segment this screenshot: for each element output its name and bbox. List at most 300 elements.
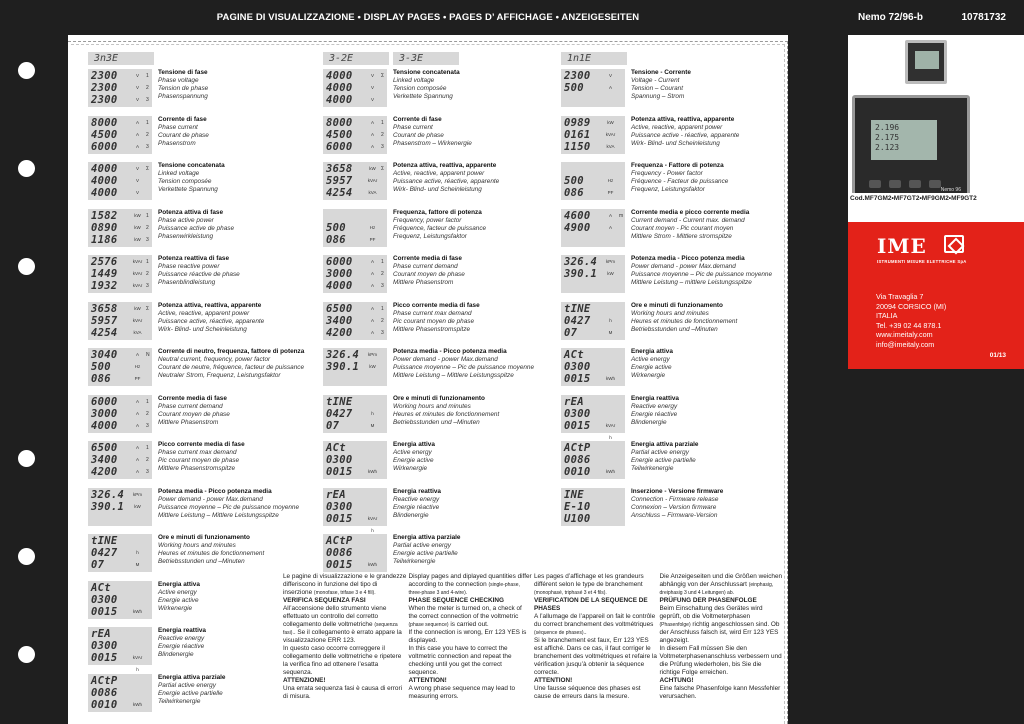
display-unit xyxy=(367,373,378,385)
description-title: Corrente media di fase xyxy=(158,394,227,402)
meter-display xyxy=(561,302,625,340)
page-description xyxy=(393,162,548,200)
display-unit: V xyxy=(135,166,139,171)
binder-hole xyxy=(18,450,35,467)
display-digits: ACt xyxy=(564,349,584,361)
description-translation: Phasenstrom xyxy=(158,139,196,147)
device-button xyxy=(909,180,921,188)
display-unit xyxy=(367,501,378,513)
phase-indicator: 3 xyxy=(146,422,149,429)
display-digits: 500 xyxy=(564,82,584,94)
display-unit: kVA xyxy=(606,143,615,149)
display-digits: 500 xyxy=(91,361,111,373)
description-translation: Mittlere Phasenstromspitze xyxy=(158,465,236,473)
description-translation: Power demand - power Max.demand xyxy=(631,263,736,271)
note-text: Una errata sequenza fasi è causa di errori di misura. xyxy=(283,685,403,700)
display-unit xyxy=(367,489,378,501)
display-unit: kW xyxy=(607,119,614,125)
note-text: In questo caso occorre correggere il collegamento delle voltmetriche e ripetere la verifica fino ad ottenere l’esatta sequenza. xyxy=(283,645,402,676)
description-translation: Puissance moyenne – Pic de puissance moyenne xyxy=(158,503,300,511)
display-page-row xyxy=(88,162,313,200)
display-unit xyxy=(605,454,616,466)
phase-indicator: 1 xyxy=(146,445,149,451)
page-description xyxy=(393,116,548,154)
meter-display xyxy=(88,581,152,619)
description-translation: Tension de phase xyxy=(158,85,209,93)
description-translation: Active, reactive, apparent power xyxy=(631,123,723,131)
description-translation: Courant de phase xyxy=(393,131,444,139)
display-unit: V xyxy=(135,73,139,78)
display-unit: PF xyxy=(369,236,376,242)
display-unit xyxy=(605,280,616,292)
description-translation: Energie active partielle xyxy=(158,689,223,697)
display-unit xyxy=(605,349,616,361)
description-translation: Anschluss – Firmware-Version xyxy=(631,511,718,519)
binder-hole xyxy=(18,258,35,275)
note-text: In diesem Fall müssen Sie den Voltmeterphasenanschluss verbessern und die Prüfung wiederholen, bis Sie die richtige Folge erreichen. xyxy=(659,645,782,676)
display-digits: 0015 xyxy=(91,605,118,618)
display-unit: kWh xyxy=(133,701,142,707)
page-description xyxy=(393,488,548,526)
display-digits: rEA xyxy=(326,488,346,501)
note-text: If the connection is wrong, Err 123 YES is displayed. xyxy=(408,629,527,644)
phase-indicator: 3 xyxy=(146,97,149,103)
display-unit: kW xyxy=(369,166,376,171)
description-translation: Partial active energy xyxy=(158,681,216,689)
display-page-row xyxy=(323,209,548,247)
display-unit: kVAr xyxy=(132,283,143,288)
description-translation: Frequenz, Leistungsfaktor xyxy=(393,232,467,240)
display-unit xyxy=(132,582,143,594)
description-title: Energia reattiva xyxy=(631,394,679,402)
page-description xyxy=(393,209,548,247)
note-german xyxy=(660,573,784,701)
description-translation: Mittlere Leistung – Mittlere Leistungsspitze xyxy=(393,372,514,380)
description-translation: Teilwirkenergie xyxy=(393,558,436,566)
display-unit: A xyxy=(135,398,139,404)
display-unit: PF xyxy=(607,190,614,195)
meter-display xyxy=(88,534,152,572)
display-page-row xyxy=(323,302,548,340)
description-translation: Mittlere Leistung – mittlere Leistungsspitze xyxy=(631,279,752,287)
display-digits: 1186 xyxy=(91,233,118,246)
column-header-3n3e: 3n3E xyxy=(88,52,154,65)
display-digits: 326.4 xyxy=(564,256,598,268)
description-translation: Phase current demand xyxy=(393,263,458,271)
note-text: (séquence de phases). xyxy=(534,630,585,636)
description-translation: Fréquence, facteur de puissance xyxy=(393,224,487,232)
display-page-row xyxy=(88,348,313,386)
device-image-large xyxy=(852,95,970,201)
description-title: Ore e minuti di funzionamento xyxy=(393,394,485,402)
display-unit xyxy=(605,303,616,315)
display-digits: rEA xyxy=(564,395,584,408)
phase-indicator: 3 xyxy=(146,143,149,150)
description-translation: Connection - Firmware release xyxy=(631,495,719,503)
display-digits: ACt xyxy=(326,442,346,454)
description-translation: Mittlere Phasenstrom xyxy=(158,418,219,426)
device-label: Nemo 96 xyxy=(940,187,961,193)
note-italian: Le pagine di visualizzazione e le grandezze differiscono in funzione del tipo di inserzione (monofase, trifase 3 e 4 fili). VERIFICA SEQUENZA FASI All’accensione dello strumento viene effettuato un controllo del corretto collegamento delle voltmetriche (sequenza fasi).. Se il collegamento è errato appare la visualizzazione ERR 123. In questo caso occorre correggere il collegamento delle voltmetriche e ripetere la verifica fino ad ottenere l’esatta sequenza. ATTENZIONE! Una errata sequenza fasi è causa di errori di misura. xyxy=(283,573,407,700)
description-translation: Phase voltage xyxy=(158,77,199,85)
display-digits: 0300 xyxy=(564,361,591,373)
description-title: Potenza reattiva di fase xyxy=(158,255,230,262)
description-translation: Power demand - power Max.demand xyxy=(393,356,498,364)
display-page-row xyxy=(561,488,786,526)
display-unit: kVAr xyxy=(132,259,143,264)
phase-indicator: 2 xyxy=(146,224,149,231)
description-translation: Wirkenergie xyxy=(393,465,428,473)
description-translation: Active, reactive, apparent power xyxy=(393,170,485,178)
phase-indicator: 1 xyxy=(381,119,384,126)
display-digits: 3000 xyxy=(91,407,118,420)
display-unit: A xyxy=(135,457,139,462)
display-unit xyxy=(132,675,143,687)
page-description xyxy=(631,488,786,526)
display-digits: 3400 xyxy=(326,314,353,327)
display-unit: kW xyxy=(134,236,141,242)
meter-display xyxy=(561,162,625,200)
page-description xyxy=(158,302,313,340)
address-email[interactable]: info@imeitaly.com xyxy=(876,339,935,349)
display-unit xyxy=(132,687,143,699)
display-digits: 4500 xyxy=(91,128,118,141)
page-header: PAGINE DI VISUALIZZAZIONE • DISPLAY PAGES • PAGES D’ AFFICHAGE • ANZEIGESEITEN xyxy=(68,0,788,35)
note-text: richtig angeschlossen sind. Ob der Anschluss falsch ist, wird Err 123 YES angezeigt. xyxy=(659,621,780,644)
page-description xyxy=(393,395,548,433)
meter-display xyxy=(88,116,152,154)
display-digits: 07 xyxy=(564,326,578,339)
meter-display xyxy=(561,69,625,107)
display-digits: 0300 xyxy=(91,593,118,606)
display-digits: U100 xyxy=(564,512,591,525)
address-phone: Tel. +39 02 44 878.1 xyxy=(876,320,942,330)
description-title: Corrente media di fase xyxy=(393,255,462,262)
display-unit: M xyxy=(608,329,613,335)
note-french: Les pages d’affichage et les grandeurs différent selon le type de branchement (monophasé, triphasé 3 et 4 fils). VERIFICATION DE LA SEQUENCE DE PHASES A l’allumage de l’appareil on fait le contrôle du correct branchement des voltmétriques (séquence de phases).. Si le branchement est faux, Err 123 YES est affiché. Dans ce cas, il faut corriger le branchement des voltmétriques et refaire la vérification jusqu’à obtenir la séquence correcte. ATTENTION! Une fausse séquence des phases est cause de erreurs dans la mesure. xyxy=(534,573,657,700)
display-unit: kWh xyxy=(368,562,377,567)
description-translation: Heures et minutes de fonctionnement xyxy=(393,410,500,418)
description-translation: Active energy xyxy=(158,588,197,596)
display-digits: 4000 xyxy=(91,163,118,175)
page-description xyxy=(158,69,313,107)
description-translation: Power demand - power Max.demand xyxy=(158,495,263,503)
display-unit: V xyxy=(370,73,374,78)
display-digits: tINE xyxy=(91,535,118,547)
description-translation: Courant moyen de phase xyxy=(393,271,465,279)
display-digits: 326.4 xyxy=(91,488,125,501)
display-digits: 4000 xyxy=(326,280,353,292)
column-header-3-2e: 3-2E xyxy=(323,52,389,65)
page-description xyxy=(158,488,313,526)
display-page-row xyxy=(561,255,786,293)
display-digits: ACt xyxy=(91,581,111,594)
column-header-3-3e: 3-3E xyxy=(393,52,459,65)
display-unit: h xyxy=(609,317,612,323)
description-title: Potenza attiva, reattiva, apparente xyxy=(393,162,497,169)
description-translation: Linked voltage xyxy=(158,170,200,178)
display-unit: kPm xyxy=(606,259,615,264)
display-unit xyxy=(367,210,378,222)
display-digits: 500 xyxy=(326,221,346,234)
meter-display xyxy=(561,488,625,526)
description-translation: Teilwirkenergie xyxy=(631,465,674,473)
meter-display xyxy=(561,116,625,154)
display-digits: 5957 xyxy=(326,175,353,187)
display-unit: V xyxy=(135,190,139,195)
display-digits: 2300 xyxy=(564,70,591,82)
note-text: (einphasig, dreiphasig 3 und 4 Leitungen) ab. xyxy=(659,582,774,596)
description-translation: Energie réactive xyxy=(393,503,440,511)
note-text: Se il collegamento è errato appare la visualizzazione ERR 123. xyxy=(283,629,402,644)
address-website[interactable]: www.imeitaly.com xyxy=(876,330,933,339)
phase-indicator: 3 xyxy=(381,329,384,336)
display-unit xyxy=(605,501,616,513)
description-title: Corrente di fase xyxy=(158,115,207,123)
display-unit: A xyxy=(608,224,612,230)
display-digits: 1449 xyxy=(91,268,118,280)
description-title: Energia attiva xyxy=(393,441,435,448)
display-page-row xyxy=(561,69,786,107)
binder-hole xyxy=(18,160,35,177)
meter-display xyxy=(323,302,387,340)
description-title: Tensione - Corrente xyxy=(631,69,691,76)
note-text: Une fausse séquence des phases est cause de erreurs dans la mesure. xyxy=(534,685,641,700)
display-digits: 086 xyxy=(91,373,111,385)
device-screen-line: 2.123 xyxy=(875,143,900,152)
display-digits: 0427 xyxy=(91,547,118,559)
display-unit: Hz xyxy=(134,364,141,369)
display-unit xyxy=(367,535,378,547)
description-translation: Pic courant moyen de phase xyxy=(158,457,239,465)
display-digits: 0890 xyxy=(91,221,118,234)
description-title: Potenza media - Picco potenza media xyxy=(393,348,507,355)
display-digits: 5957 xyxy=(91,314,118,327)
display-digits: 2300 xyxy=(91,70,118,82)
description-translation: Energie active xyxy=(158,596,199,604)
display-digits: 4000 xyxy=(91,187,118,199)
display-page-row xyxy=(561,302,786,340)
display-digits: 0300 xyxy=(564,407,591,420)
display-unit: A xyxy=(370,329,374,335)
display-unit: M xyxy=(370,422,375,428)
display-unit: kW xyxy=(369,364,376,369)
page-description xyxy=(631,69,786,107)
display-digits: tINE xyxy=(564,302,591,315)
description-translation: Active energy xyxy=(631,356,670,364)
display-unit: A xyxy=(370,259,374,264)
display-digits: rEA xyxy=(91,628,111,640)
page-description xyxy=(631,209,786,247)
note-heading: ATTENZIONE! xyxy=(283,677,326,684)
display-page-row xyxy=(561,348,786,386)
description-title: Energia attiva parziale xyxy=(158,673,226,681)
meter-display xyxy=(88,441,152,479)
display-unit xyxy=(605,442,616,454)
display-page-row xyxy=(561,162,786,200)
display-digits: 4900 xyxy=(564,221,591,234)
note-text: (sequenza fasi). xyxy=(283,622,398,636)
display-unit: kVAr xyxy=(605,131,616,137)
phase-indicator: 2 xyxy=(381,271,384,277)
phase-indicator: 2 xyxy=(146,131,149,138)
phase-indicator: 2 xyxy=(146,410,149,417)
display-unit: V xyxy=(608,73,612,78)
meter-display xyxy=(88,488,152,526)
display-unit: kW xyxy=(134,212,141,218)
description-translation: Puissance réactive de phase xyxy=(158,271,240,279)
display-digits: 086 xyxy=(564,187,584,199)
description-title: Ore e minuti di funzionamento xyxy=(631,301,723,309)
description-translation: Tension composée xyxy=(158,178,212,186)
description-translation: Verkettete Spannung xyxy=(393,93,453,101)
device-button xyxy=(889,180,901,188)
description-title: Corrente di fase xyxy=(393,115,442,123)
display-unit: kW xyxy=(607,271,614,276)
display-page-row xyxy=(88,534,313,572)
description-title: Potenza media - Picco potenza media xyxy=(631,255,745,262)
description-translation: Phase current demand xyxy=(158,402,223,410)
display-digits: E-10 xyxy=(564,500,591,513)
meter-display xyxy=(88,302,152,340)
display-digits: 1582 xyxy=(91,209,118,222)
binder-hole xyxy=(18,62,35,79)
meter-display xyxy=(88,162,152,200)
display-digits: 4200 xyxy=(91,466,118,478)
description-translation: Energie active xyxy=(631,364,672,372)
note-text: (phase sequence) xyxy=(408,622,449,628)
description-translation: Phasenstrom – Wirkenergie xyxy=(393,139,472,147)
main-page xyxy=(68,0,788,724)
description-translation: Blindenergie xyxy=(631,418,667,426)
display-digits: 07 xyxy=(326,419,340,432)
meter-display xyxy=(323,162,387,200)
description-title: Energia reattiva xyxy=(158,627,206,634)
description-translation: Linked voltage xyxy=(393,77,435,85)
display-digits: 2576 xyxy=(91,256,118,268)
display-unit xyxy=(605,234,616,246)
meter-display xyxy=(561,441,625,479)
display-unit: h xyxy=(371,410,374,416)
display-unit xyxy=(367,442,378,454)
display-unit: kVA xyxy=(133,329,142,335)
display-unit xyxy=(605,163,616,175)
note-heading: PHASE SEQUENCE CHECKING xyxy=(408,597,505,604)
display-digits: 3000 xyxy=(326,268,353,280)
meter-display xyxy=(88,69,152,107)
description-translation: Puissance active - réactive, apparente xyxy=(631,131,740,139)
meter-display xyxy=(88,395,152,433)
display-unit: kWh xyxy=(133,608,142,614)
note-heading: PRÜFUNG DER PHASENFOLGE xyxy=(659,597,757,604)
meter-display xyxy=(88,627,152,672)
product-title-bar xyxy=(848,0,1024,35)
note-text: Le pagine di visualizzazione e le grandezze differiscono in funzione del tipo di inserzione xyxy=(283,573,407,596)
description-title: Potenza attiva, reattiva, apparente xyxy=(631,115,735,123)
display-unit xyxy=(132,513,143,525)
description-translation: Betriebsstunden und –Minuten xyxy=(158,558,245,566)
display-digits: 4600 xyxy=(564,209,591,222)
display-unit: kVAr h xyxy=(132,655,143,672)
page-description xyxy=(158,255,313,293)
display-page-row xyxy=(88,255,313,293)
description-translation: Energie active partielle xyxy=(631,457,696,465)
display-digits: 0161 xyxy=(564,128,591,141)
description-title: Tensione di fase xyxy=(158,69,208,76)
display-unit: A xyxy=(370,283,374,288)
meter-display xyxy=(88,255,152,293)
display-unit: kPm xyxy=(368,352,377,357)
note-heading: ATTENTION! xyxy=(534,677,573,684)
description-translation: Frequency - Power factor xyxy=(631,170,703,178)
description-translation: Partial active energy xyxy=(393,542,451,550)
description-translation: Frequency, power factor xyxy=(393,216,462,224)
display-unit: A xyxy=(608,212,612,218)
meter-display xyxy=(561,209,625,247)
page-description xyxy=(631,116,786,154)
description-title: Frequenza - Fattore di potenza xyxy=(631,162,724,169)
display-page-row xyxy=(88,627,313,672)
description-translation: Mittlere Leistung – Mittlere Leistungsspitze xyxy=(158,511,279,519)
description-translation: Mittlere Strom - Mittlere stromspitze xyxy=(631,232,732,240)
display-unit: V xyxy=(135,97,139,102)
meter-display xyxy=(323,69,387,107)
note-text: Eine falsche Phasenfolge kann Messfehler verursachen. xyxy=(659,685,781,700)
description-title: Potenza media - Picco potenza media xyxy=(158,487,272,495)
display-unit xyxy=(605,94,616,106)
description-translation: Energie active xyxy=(393,457,434,465)
display-unit: A xyxy=(135,469,139,474)
page-description xyxy=(631,395,786,433)
phase-indicator: N xyxy=(146,352,150,358)
description-title: Potenza attiva, reattiva, apparente xyxy=(158,301,262,309)
phase-indicator: 1 xyxy=(146,73,149,79)
description-translation: Betriebsstunden und –Minuten xyxy=(631,325,718,333)
display-digits: INE xyxy=(564,488,584,501)
description-translation: Reactive energy xyxy=(158,635,205,643)
display-unit: A xyxy=(135,445,139,450)
display-digits: 0086 xyxy=(91,686,118,699)
phase-indicator: 3 xyxy=(381,283,384,289)
description-translation: Puissance active de phase xyxy=(158,224,235,232)
display-digits: 6000 xyxy=(326,256,353,268)
note-text: Die Anzeigeseiten und die Größen weichen abhängig von der Anschlussart xyxy=(659,573,783,588)
display-unit: M xyxy=(135,562,140,567)
description-title: Inserzione - Versione firmware xyxy=(631,487,724,495)
page-description xyxy=(158,209,313,247)
display-unit xyxy=(367,396,378,408)
description-translation: Working hours and minutes xyxy=(158,542,236,550)
description-translation: Tension composée xyxy=(393,85,447,93)
note-text: (Phasenfolge) xyxy=(659,622,691,628)
description-translation: Phase current xyxy=(158,123,198,131)
note-heading: ACHTUNG! xyxy=(659,677,694,684)
description-title: Energia attiva parziale xyxy=(393,534,461,541)
description-translation: Active, reactive, apparent power xyxy=(158,309,250,317)
description-translation: Betriebsstunden und –Minuten xyxy=(393,418,480,426)
brand-logo: IME xyxy=(877,234,927,258)
display-page-row xyxy=(561,209,786,247)
display-page-row xyxy=(88,488,313,526)
description-title: Energia attiva xyxy=(158,580,200,588)
phase-indicator: Σ xyxy=(146,305,150,312)
description-translation: Working hours and minutes xyxy=(631,309,709,317)
description-translation: Reactive energy xyxy=(631,402,678,410)
description-title: Picco corrente media di fase xyxy=(393,301,480,309)
display-unit: kVAr h xyxy=(605,422,616,440)
description-translation: Wirk- Blind- und Scheinleistung xyxy=(393,186,482,194)
description-translation: Energie réactive xyxy=(631,410,678,418)
